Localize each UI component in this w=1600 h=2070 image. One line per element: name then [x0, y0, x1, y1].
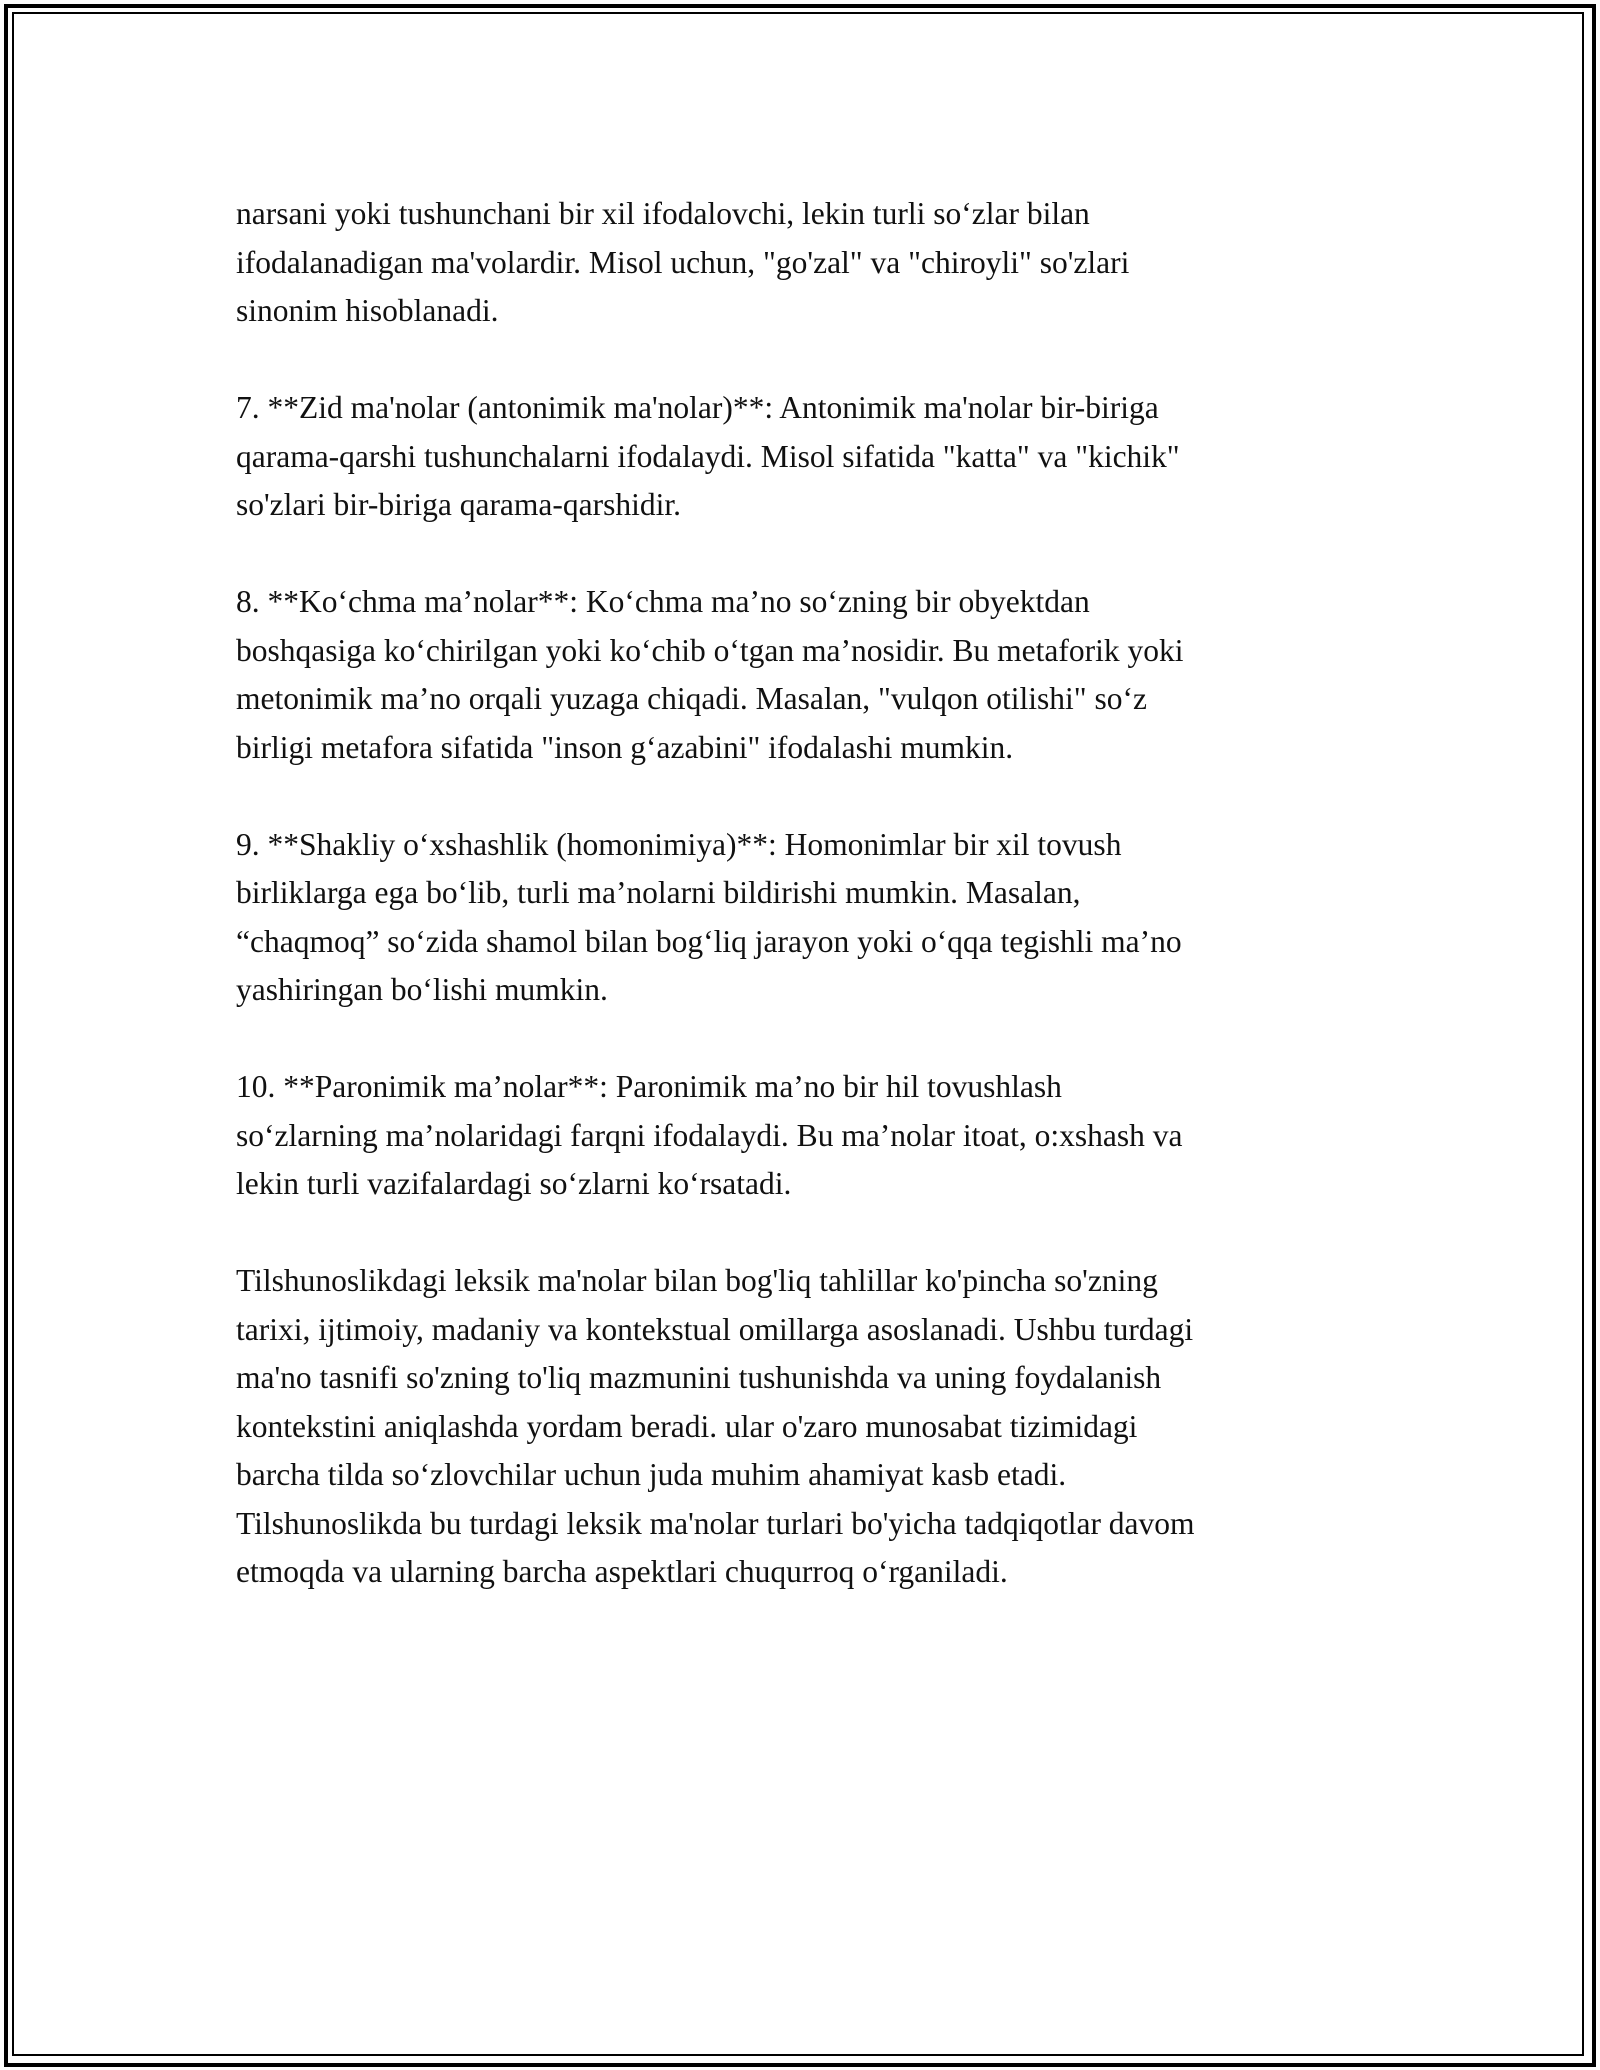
paragraph-synonyms-continuation: narsani yoki tushunchani bir xil ifodalovchi, lekin turli so‘zlar bilan ifodalanadigan ma'volardir. Misol uchun, "go'zal" va "chiroyli" so'zlari sinonim hisoblanadi.	[236, 196, 1130, 328]
paragraph-homonymy: 9. **Shakliy o‘xshashlik (homonimiya)**: Homonimlar bir xil tovush birliklarga ega bo‘lib, turli ma’nolarni bildirishi mumkin. Masalan, “chaqmoq” so‘zida shamol bilan bog‘liq jarayon yoki o‘qqa tegishli ma’no yashiringan bo‘lishi mumkin.	[236, 826, 1182, 1007]
paragraph-figurative-meanings: 8. **Ko‘chma ma’nolar**: Ko‘chma ma’no so‘zning bir obyektdan boshqasiga ko‘chirilgan yoki ko‘chib o‘tgan ma’nosidir. Bu metaforik yoki metonimik ma’no orqali yuzaga chiqadi. Masalan, "vulqon otilishi" so‘z birligi metafora sifatida "inson g‘azabini" ifodalashi mumkin.	[236, 584, 1184, 765]
paragraph-antonyms: 7. **Zid ma'nolar (antonimik ma'nolar)**: Antonimik ma'nolar bir-biriga qarama-qarshi tushunchalarni ifodalaydi. Misol sifatida "katta" va "kichik" so'zlari bir-biriga qarama-qarshidir.	[236, 390, 1180, 522]
document-body	[236, 190, 1371, 1645]
paragraph-paronyms: 10. **Paronimik ma’nolar**: Paronimik ma’no bir hil tovushlash so‘zlarning ma’nolaridagi farqni ifodalaydi. Bu ma’nolar itoat, o:xshash va lekin turli vazifalardagi so‘zlarni ko‘rsatadi.	[236, 1069, 1183, 1201]
paragraph-conclusion: Tilshunoslikdagi leksik ma'nolar bilan bog'liq tahlillar ko'pincha so'zning tarixi, ijtimoiy, madaniy va kontekstual omillarga asoslanadi. Ushbu turdagi ma'no tasnifi so'zning to'liq mazmunini tushunishda va uning foydalanish kontekstini aniqlashda yordam beradi. ular o'zaro munosabat tizimidagi barcha tilda so‘zlovchilar uchun juda muhim ahamiyat kasb etadi. Tilshunoslikda bu turdagi leksik ma'nolar turlari bo'yicha tadqiqotlar davom etmoqda va ularning barcha aspektlari chuqurroq o‘rganiladi.	[236, 1263, 1195, 1589]
